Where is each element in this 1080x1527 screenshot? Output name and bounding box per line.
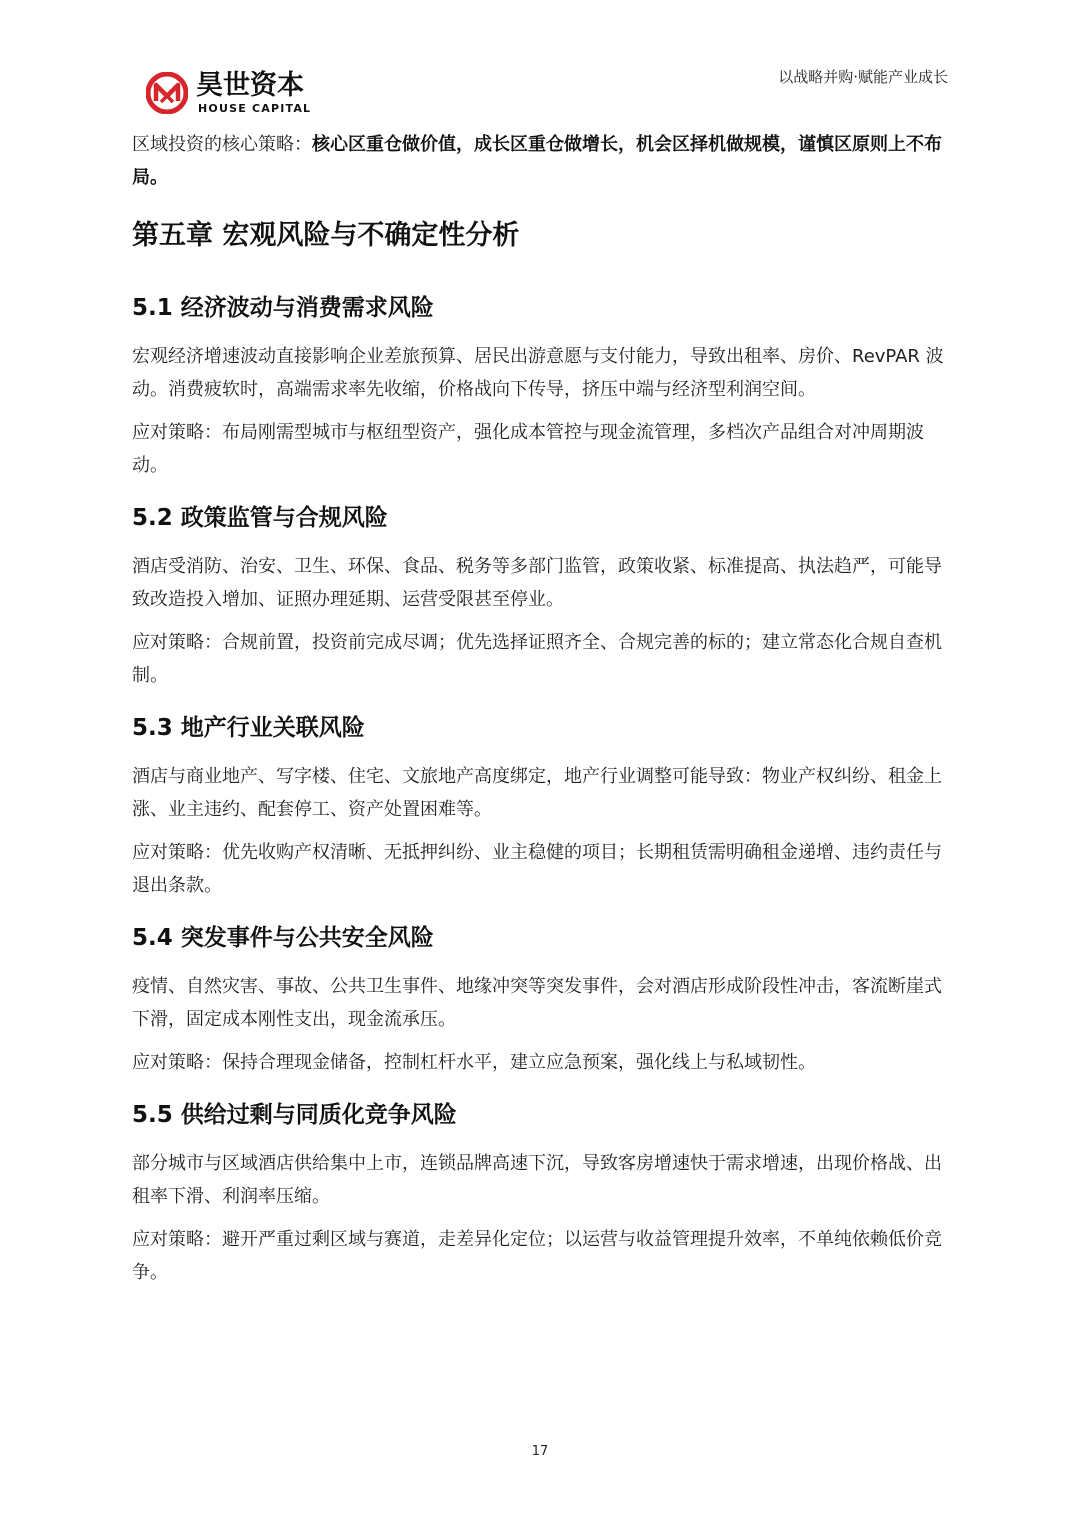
- section-body: 疫情、自然灾害、事故、公共卫生事件、地缘冲突等突发事件，会对酒店形成阶段性冲击，客流断崖式下滑，固定成本刚性支出，现金流承压。: [132, 976, 942, 1030]
- section-strategy: 应对策略：优先收购产权清晰、无抵押纠纷、业主稳健的项目；长期租赁需明确租金递增、违约责任与退出条款。: [132, 842, 942, 896]
- logo-english-name: HOUSE CAPITAL: [198, 102, 312, 115]
- section-5-5: [132, 1093, 952, 1289]
- section-body: 宏观经济增速波动直接影响企业差旅预算、居民出游意愿与支付能力，导致出租率、房价、RevPAR 波动。消费疲软时，高端需求率先收缩，价格战向下传导，挤压中端与经济型利润空间。: [132, 346, 944, 400]
- section-strategy: 应对策略：避开严重过剩区域与赛道，走差异化定位；以运营与收益管理提升效率，不单纯依赖低价竞争。: [132, 1229, 942, 1283]
- section-strategy: 应对策略：布局刚需型城市与枢纽型资产，强化成本管控与现金流管理，多档次产品组合对冲周期波动。: [132, 422, 924, 476]
- section-5-2: [132, 496, 952, 692]
- section-heading: 5.5 供给过剩与同质化竞争风险: [132, 1102, 457, 1128]
- page-number: 17: [531, 1444, 549, 1459]
- section-heading: 5.4 突发事件与公共安全风险: [132, 925, 434, 951]
- logo-chinese-name: 昊世资本: [196, 70, 304, 101]
- section-heading: 5.2 政策监管与合规风险: [132, 505, 388, 531]
- intro-label: 区域投资的核心策略：: [132, 134, 312, 155]
- header-tagline: 以战略并购·赋能产业成长: [778, 68, 948, 86]
- section-body: 酒店受消防、治安、卫生、环保、食品、税务等多部门监管，政策收紧、标准提高、执法趋严，可能导致改造投入增加、证照办理延期、运营受限甚至停业。: [132, 556, 942, 610]
- page-content: [132, 128, 952, 1303]
- company-logo: [146, 68, 316, 120]
- section-strategy: 应对策略：保持合理现金储备，控制杠杆水平，建立应急预案，强化线上与私域韧性。: [132, 1052, 816, 1073]
- section-body: 酒店与商业地产、写字楼、住宅、文旅地产高度绑定，地产行业调整可能导致：物业产权纠纷、租金上涨、业主违约、配套停工、资产处置困难等。: [132, 766, 942, 820]
- chapter-title: 第五章 宏观风险与不确定性分析: [132, 220, 520, 251]
- section-heading: 5.1 经济波动与消费需求风险: [132, 295, 434, 321]
- section-5-1: [132, 286, 952, 482]
- house-capital-logo-icon: [146, 72, 188, 114]
- intro-bold-text: 核心区重仓做价值，成长区重仓做增长，机会区择机做规模，谨慎区原则上不布局。: [132, 134, 942, 188]
- section-heading: 5.3 地产行业关联风险: [132, 715, 365, 741]
- section-strategy: 应对策略：合规前置，投资前完成尽调；优先选择证照齐全、合规完善的标的；建立常态化合规自查机制。: [132, 632, 942, 686]
- section-5-4: [132, 916, 952, 1079]
- section-body: 部分城市与区域酒店供给集中上市，连锁品牌高速下沉，导致客房增速快于需求增速，出现价格战、出租率下滑、利润率压缩。: [132, 1153, 942, 1207]
- intro-paragraph: [132, 128, 952, 194]
- section-5-3: [132, 706, 952, 902]
